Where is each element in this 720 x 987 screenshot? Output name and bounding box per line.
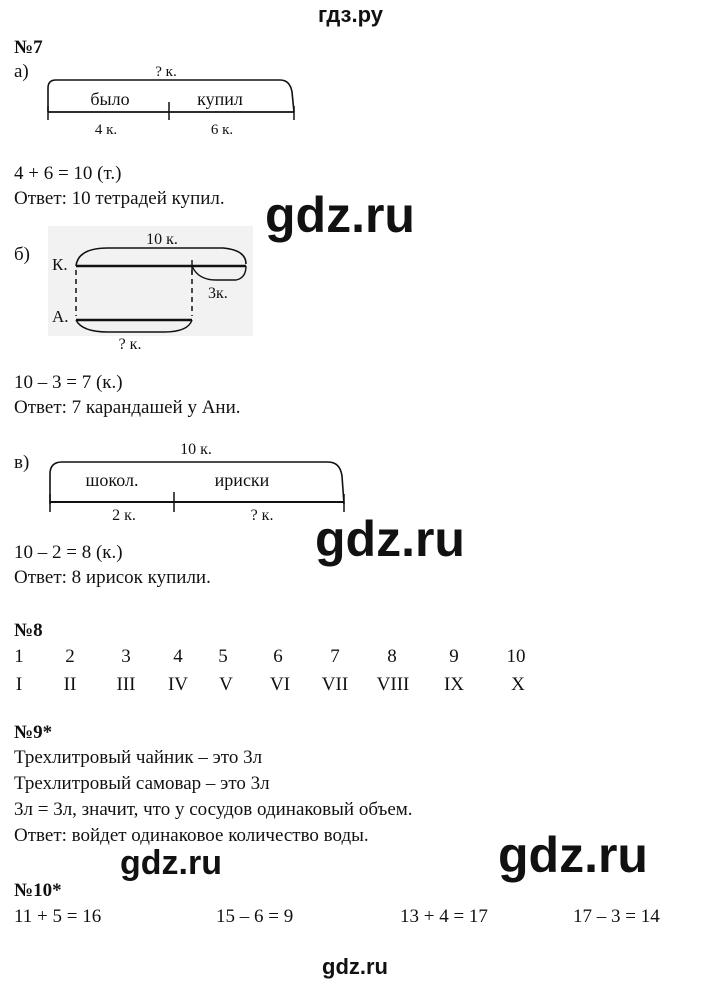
- arabic-numeral: 9: [449, 646, 459, 667]
- task9-line: 3л = 3л, значит, что у сосудов одинаковый объем.: [14, 799, 413, 820]
- arabic-numeral: 7: [330, 646, 340, 667]
- diagram-b-row2: А.: [52, 307, 69, 326]
- task9-title: №9*: [14, 722, 53, 743]
- task8-title: №8: [14, 620, 43, 641]
- roman-numeral: I: [15, 674, 23, 695]
- task9-line: Трехлитровый чайник – это 3л: [14, 747, 263, 768]
- diagram-a-bottom-left: 4 к.: [94, 122, 118, 138]
- task10-title: №10*: [14, 880, 62, 901]
- task7a-label: а): [14, 61, 29, 82]
- roman-numeral: IX: [443, 674, 465, 695]
- arabic-numeral: 6: [273, 646, 283, 667]
- task10-equation: 13 + 4 = 17: [400, 906, 488, 927]
- diagram-c-bottom-left: 2 к.: [112, 507, 136, 524]
- arabic-numeral: 8: [387, 646, 397, 667]
- diagram-b-row1: К.: [52, 255, 68, 274]
- header-site-logo: гдз.ру: [318, 2, 383, 27]
- task7c-answer: Ответ: 8 ирисок купили.: [14, 567, 211, 588]
- task7a-answer: Ответ: 10 тетрадей купил.: [14, 188, 225, 209]
- task8-arabic-row: [0, 646, 720, 670]
- task10-equation: 17 – 3 = 14: [573, 906, 660, 927]
- task7a-diagram: [40, 60, 300, 140]
- diagram-a-left: было: [90, 89, 130, 109]
- roman-numeral: V: [219, 674, 233, 695]
- diagram-c-left: шокол.: [85, 470, 139, 490]
- footer-site-logo: gdz.ru: [322, 954, 388, 979]
- diagram-c-bottom-right: ? к.: [250, 507, 274, 524]
- arabic-numeral: 4: [173, 646, 183, 667]
- diagram-c-top-label: 10 к.: [180, 441, 212, 458]
- task7b-diagram: [48, 226, 253, 356]
- arabic-numeral: 10: [506, 646, 526, 667]
- watermark-2: gdz.ru: [315, 511, 465, 567]
- diagram-a-right: купил: [197, 89, 243, 109]
- arabic-numeral: 2: [65, 646, 75, 667]
- task7c-label: в): [14, 452, 30, 473]
- task7c-diagram: [40, 436, 350, 526]
- roman-numeral: II: [63, 674, 77, 695]
- task7-title: №7: [14, 37, 43, 58]
- task7b-solution: 10 – 3 = 7 (к.): [14, 372, 123, 393]
- arabic-numeral: 5: [218, 646, 228, 667]
- roman-numeral: IV: [167, 674, 189, 695]
- task10-equation: 15 – 6 = 9: [216, 906, 294, 927]
- task8-roman-row: [0, 674, 720, 698]
- task7c-solution: 10 – 2 = 8 (к.): [14, 542, 123, 563]
- roman-numeral: VII: [321, 674, 349, 695]
- watermark-3: gdz.ru: [120, 844, 222, 882]
- diagram-a-top-label: ? к.: [155, 64, 177, 80]
- task7a-solution: 4 + 6 = 10 (т.): [14, 163, 122, 184]
- diagram-b-diff: 3к.: [208, 285, 228, 302]
- arabic-numeral: 1: [14, 646, 24, 667]
- roman-numeral: X: [511, 674, 525, 695]
- task9-answer: Ответ: войдет одинаковое количество воды.: [14, 825, 369, 846]
- task7b-answer: Ответ: 7 карандашей у Ани.: [14, 397, 241, 418]
- diagram-b-top-label: 10 к.: [146, 231, 178, 248]
- watermark-1: gdz.ru: [265, 187, 415, 243]
- watermark-4: gdz.ru: [498, 827, 648, 883]
- diagram-c-right: ириски: [214, 470, 270, 490]
- diagram-b-bottom: ? к.: [118, 336, 142, 353]
- roman-numeral: VI: [269, 674, 291, 695]
- task9-line: Трехлитровый самовар – это 3л: [14, 773, 270, 794]
- roman-numeral: VIII: [376, 674, 410, 695]
- task7b-label: б): [14, 244, 30, 265]
- roman-numeral: III: [116, 674, 136, 695]
- task10-equation: 11 + 5 = 16: [14, 906, 102, 927]
- arabic-numeral: 3: [121, 646, 131, 667]
- diagram-a-bottom-right: 6 к.: [210, 122, 234, 138]
